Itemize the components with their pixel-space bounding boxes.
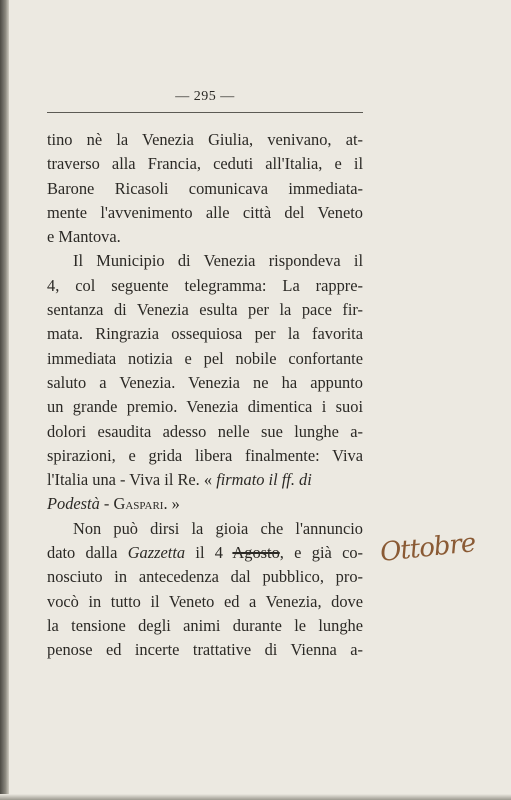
- text-line: tino nè la Venezia Giulia, venivano, at-: [47, 130, 363, 149]
- text-line: traverso alla Francia, ceduti all'Italia, e il: [47, 154, 363, 174]
- page-number: — 295 —: [175, 89, 235, 104]
- text-line: Non può dirsi la gioia che l'annuncio: [73, 518, 363, 538]
- text-line: [47, 492, 363, 516]
- header-rule: [47, 112, 363, 113]
- text-line: sentanza di Venezia esulta per la pace fir-: [47, 300, 363, 320]
- text-line: spirazioni, e grida libera finalmente: Viva: [47, 445, 363, 465]
- handwritten-note: Ottobre: [378, 528, 477, 568]
- italic-fragment: Gazzetta: [127, 543, 186, 563]
- text-line: immediata notizia e pel nobile confortante: [47, 348, 363, 368]
- text-line: mente l'avvenimento alle città del Veneto: [47, 202, 363, 222]
- text-line: [47, 541, 363, 565]
- body-text: [47, 128, 363, 663]
- text-fragment: -: [103, 494, 110, 514]
- page-binding-shadow: [0, 0, 9, 800]
- text-line: dolori esaudita adesso nelle sue lunghe a-: [47, 421, 363, 441]
- text-line: penose ed incerte trattative di Vienna a-: [47, 640, 363, 660]
- text-line: vocò in tutto il Veneto ed a Venezia, dove: [47, 591, 363, 611]
- text-line: la tensione degli animi durante le lunghe: [47, 615, 363, 635]
- text-fragment: »: [171, 494, 180, 514]
- page-bottom-edge: [0, 794, 511, 800]
- text-fragment: l'Italia una - Viva il Re. «: [47, 470, 213, 490]
- text-line: [47, 468, 363, 492]
- text-line: nosciuto in antecedenza dal pubblico, pro-: [47, 567, 363, 587]
- text-line: 4, col seguente telegramma: La rappre-: [47, 275, 363, 295]
- text-fragment: dato dalla: [47, 543, 118, 563]
- struck-word: Agosto: [232, 543, 280, 563]
- text-line: Il Municipio di Venezia rispondeva il: [73, 251, 363, 271]
- text-fragment: il 4: [195, 543, 223, 563]
- signature-name: Gaspari.: [113, 494, 168, 514]
- italic-fragment: firmato il ff. di: [216, 470, 312, 490]
- italic-fragment: Podestà: [47, 494, 100, 514]
- text-line: e Mantova.: [47, 227, 121, 247]
- text-fragment: , e già co-: [279, 543, 363, 563]
- text-line: mata. Ringrazia ossequiosa per la favorita: [47, 324, 363, 344]
- text-line: un grande premio. Venezia dimentica i suoi: [47, 397, 363, 417]
- text-line: Barone Ricasoli comunicava immediata-: [47, 178, 363, 198]
- text-line: saluto a Venezia. Venezia ne ha appunto: [47, 372, 363, 392]
